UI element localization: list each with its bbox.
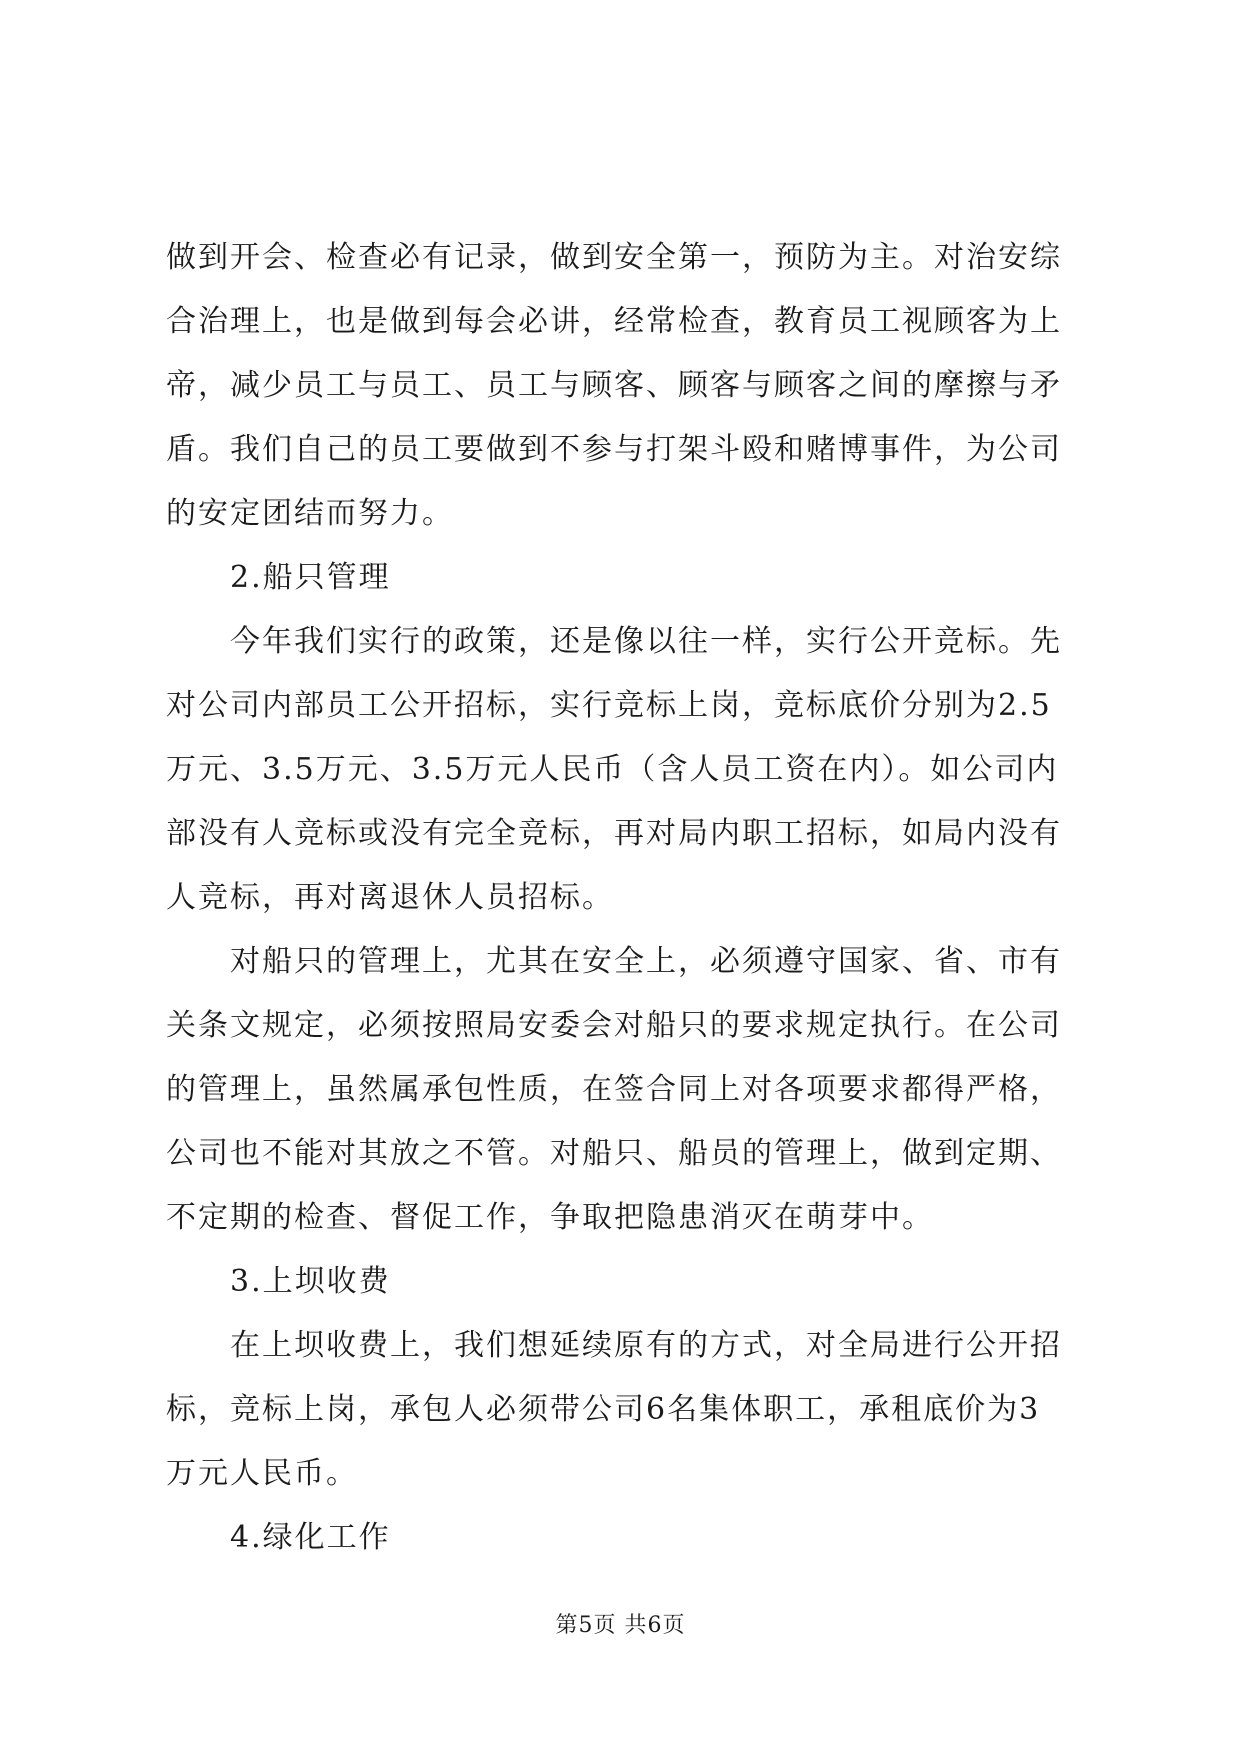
text-line: 万元、3.5万元、3.5万元人民币（含人员工资在内）。如公司内 xyxy=(166,752,1059,787)
text-line: 人竞标，再对离退休人员招标。 xyxy=(166,880,614,915)
text-line: 的管理上，虽然属承包性质，在签合同上对各项要求都得严格， xyxy=(166,1072,1062,1107)
text-line: 公司也不能对其放之不管。对船只、船员的管理上，做到定期、 xyxy=(166,1136,1062,1171)
document-body xyxy=(166,226,1086,1570)
text-line: 的安定团结而努力。 xyxy=(166,496,454,531)
text-line: 部没有人竞标或没有完全竞标，再对局内职工招标，如局内没有 xyxy=(166,816,1062,851)
text-line: 对公司内部员工公开招标，实行竞标上岗，竞标底价分别为2.5 xyxy=(166,688,1052,723)
text-line: 做到开会、检查必有记录，做到安全第一，预防为主。对治安综 xyxy=(166,240,1062,275)
text-line: 标，竞标上岗，承包人必须带公司6名集体职工，承租底价为3 xyxy=(166,1392,1041,1427)
text-line: 帝，减少员工与员工、员工与顾客、顾客与顾客之间的摩擦与矛 xyxy=(166,368,1062,403)
text-line: 万元人民币。 xyxy=(166,1456,358,1491)
text-line: 盾。我们自己的员工要做到不参与打架斗殴和赌博事件，为公司 xyxy=(166,432,1062,467)
text-line: 今年我们实行的政策，还是像以往一样，实行公开竞标。先 xyxy=(230,624,1062,659)
section-heading-dam-fees: 3.上坝收费 xyxy=(230,1264,391,1299)
section-heading-ship-management: 2.船只管理 xyxy=(230,560,391,595)
text-line: 对船只的管理上，尤其在安全上，必须遵守国家、省、市有 xyxy=(230,944,1062,979)
text-line: 不定期的检查、督促工作，争取把隐患消灭在萌芽中。 xyxy=(166,1200,934,1235)
text-line: 关条文规定，必须按照局安委会对船只的要求规定执行。在公司 xyxy=(166,1008,1062,1043)
section-heading-greening: 4.绿化工作 xyxy=(230,1520,391,1555)
text-line: 在上坝收费上，我们想延续原有的方式，对全局进行公开招 xyxy=(230,1328,1062,1363)
text-line: 合治理上，也是做到每会必讲，经常检查，教育员工视顾客为上 xyxy=(166,304,1062,339)
page-number-footer: 第5页 共6页 xyxy=(555,1613,686,1638)
